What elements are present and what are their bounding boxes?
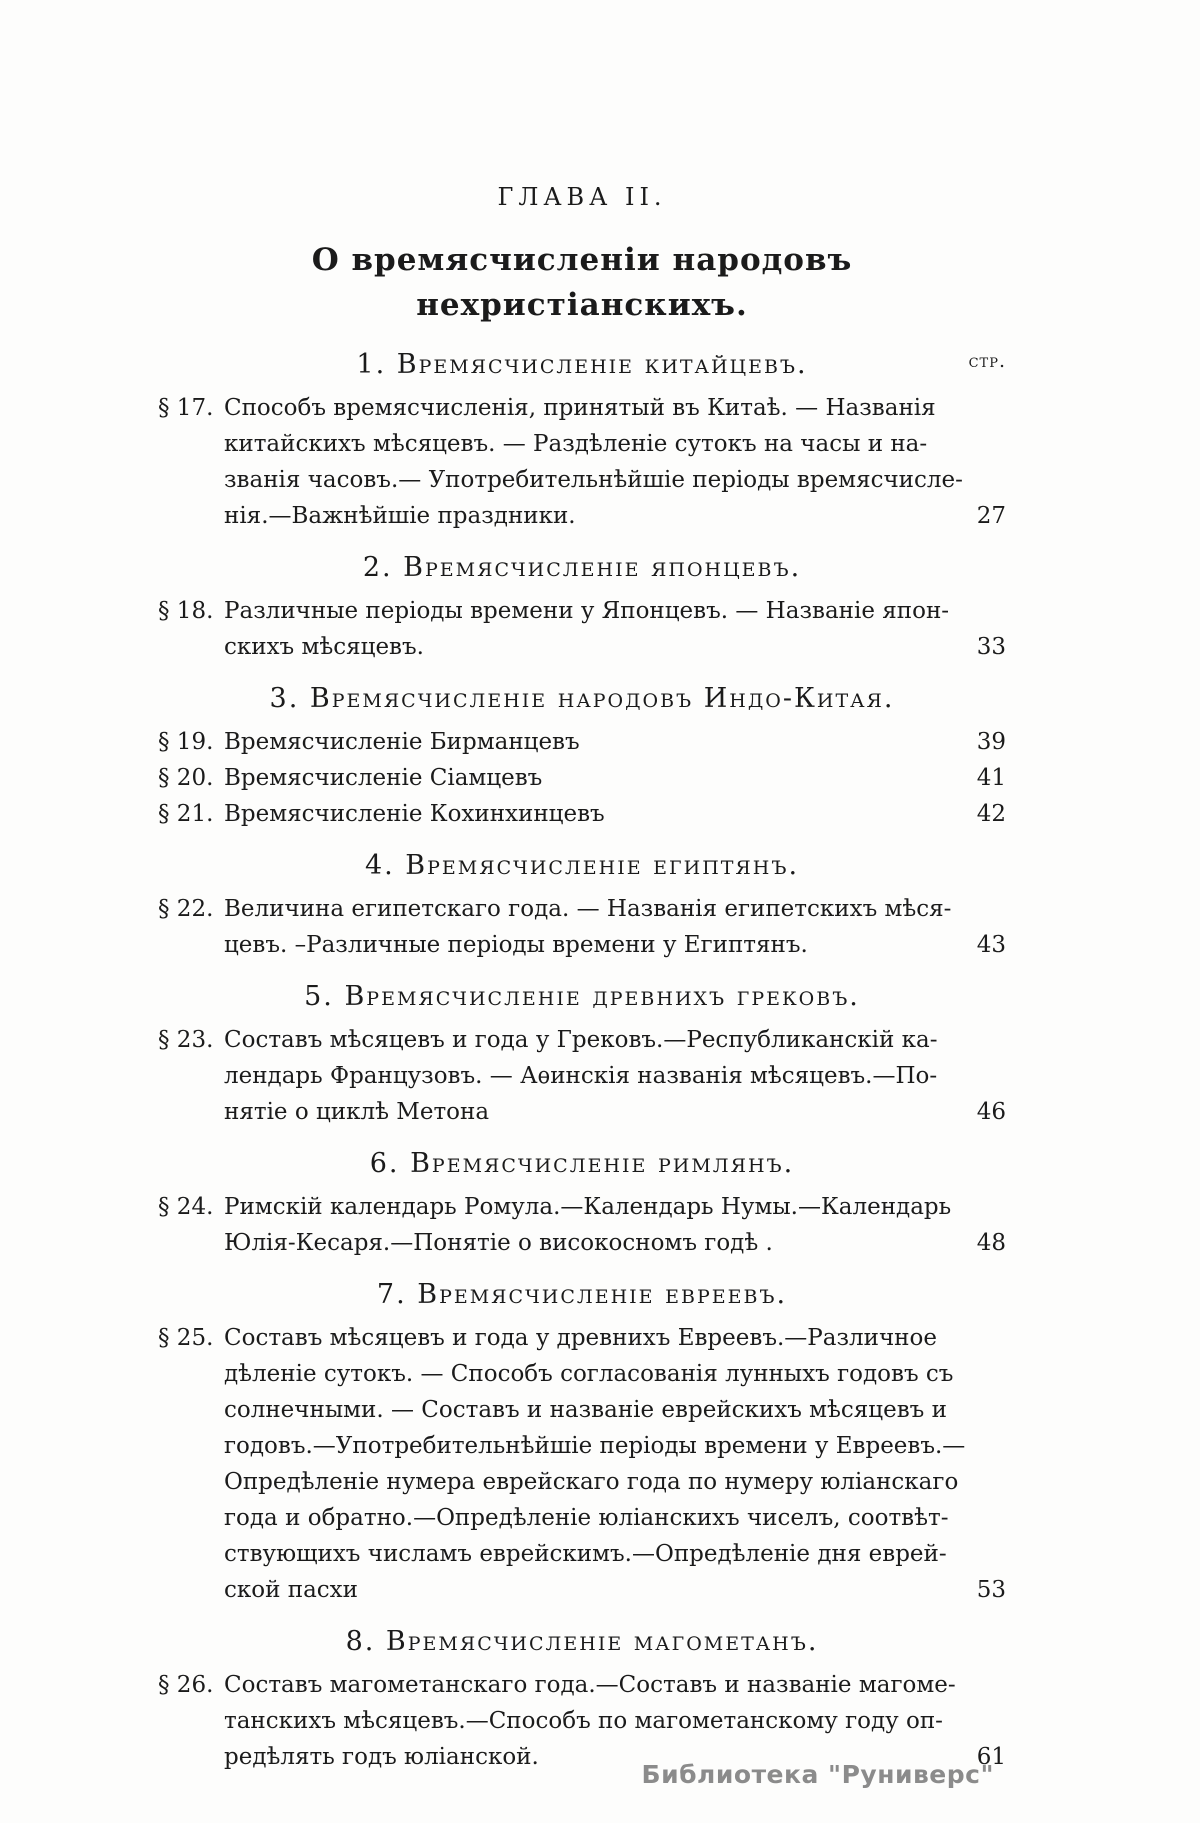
page-title-line-1: О времясчисленіи народовъ [311,242,853,278]
entry-text-line: званія часовъ.— Употребительнѣйшіе періоды времясчисле- [224,467,963,493]
entry-page-number: 48 [976,1230,1006,1256]
entry-text-line: Римскій календарь Ромула.—Календарь Нумы.—Календарь [224,1194,952,1220]
entry-text [224,796,956,832]
entry-text-line: Времясчисленіе Сіамцевъ [224,765,543,791]
entry-text-line: Времясчисленіе Кохинхинцевъ [224,801,605,827]
entry-text-line: Величина египетскаго года. — Названія египетскихъ мѣся- [224,896,952,922]
entry-text-line: Составъ мѣсяцевъ и года у древнихъ Евреевъ.—Различное [224,1325,937,1351]
toc-entry [158,593,1006,665]
entry-text [224,1667,956,1775]
entry-text-line: Составъ мѣсяцевъ и года у Грековъ.—Республиканскій ка- [224,1027,938,1053]
entry-text-line: Различные періоды времени у Японцевъ. — Названіе япон- [224,598,950,624]
section-heading: 3. Времясчисленіе народовъ Индо-Китая. [269,683,895,714]
entry-text-line: годовъ.—Употребительнѣйшіе періоды времени у Евреевъ.— [224,1433,966,1459]
section-heading: 7. Времясчисленіе евреевъ. [376,1279,788,1310]
toc-entry [158,724,1006,760]
chapter-label: ГЛАВА II. [497,183,667,211]
entry-label: § 23. [158,1027,214,1053]
entry-label: § 26. [158,1672,214,1698]
entry-label: § 21. [158,801,214,827]
entry-text [224,593,956,665]
entry-label: § 17. [158,395,214,421]
toc-entry [158,1022,1006,1130]
toc-entry [158,796,1006,832]
entry-text-line: Времясчисленіе Бирманцевъ [224,729,580,755]
entry-text-line: солнечными. — Составъ и названіе еврейскихъ мѣсяцевъ и [224,1397,947,1423]
page-title-line-2: нехристіанскихъ. [416,287,748,323]
entry-text-line: Способъ времясчисленія, принятый въ Китаѣ. — Названія [224,395,936,421]
toc [158,346,1006,1775]
section-heading: 8. Времясчисленіе магометанъ. [345,1626,819,1657]
entry-text-line: ствующихъ числамъ еврейскимъ.—Опредѣленіе дня еврей- [224,1541,947,1567]
entry-text-line: скихъ мѣсяцевъ. [224,634,424,660]
page-title [158,238,1006,328]
entry-label: § 22. [158,896,214,922]
entry-text [224,1022,956,1130]
section-heading: 6. Времясчисленіе римлянъ. [369,1148,795,1179]
entry-text-line: ской пасхи [224,1577,358,1603]
toc-entry [158,1667,1006,1775]
entry-text [224,724,956,760]
entry-label: § 20. [158,765,214,791]
toc-entry [158,1189,1006,1261]
toc-entry [158,891,1006,963]
entry-text-line: года и обратно.—Опредѣленіе юліанскихъ чиселъ, соотвѣт- [224,1505,949,1531]
toc-entry [158,760,1006,796]
entry-text-line: лендарь Французовъ. — Аѳинскія названія мѣсяцевъ.—По- [224,1063,938,1089]
entry-text-line: Составъ магометанскаго года.—Составъ и названіе магоме- [224,1672,956,1698]
entry-page-number: 61 [976,1744,1006,1770]
entry-text [224,760,956,796]
entry-page-number: 53 [976,1577,1006,1603]
entry-text [224,891,956,963]
entry-page-number: 27 [976,503,1006,529]
entry-text [224,1189,956,1261]
entry-page-number: 41 [976,765,1006,791]
toc-entry [158,390,1006,534]
section-heading: 2. Времясчисленіе японцевъ. [362,552,802,583]
page-column-header: стр. [968,350,1006,372]
entry-text-line: китайскихъ мѣсяцевъ. — Раздѣленіе сутокъ на часы и на- [224,431,928,457]
entry-text [224,1320,966,1608]
entry-page-number: 43 [976,932,1006,958]
entry-page-number: 33 [976,634,1006,660]
entry-text-line: редѣлять годъ юліанской. [224,1744,539,1770]
entry-text-line: цевъ. –Различные періоды времени у Египтянъ. [224,932,808,958]
entry-label: § 24. [158,1194,214,1220]
entry-text [224,390,963,534]
footer-watermark: Библиотека "Руниверс" [641,1760,994,1789]
entry-text-line: танскихъ мѣсяцевъ.—Способъ по магометанскому году оп- [224,1708,943,1734]
entry-text-line: нятіе о циклѣ Метона [224,1099,490,1125]
page-content [158,0,1006,1775]
section-heading: 1. Времясчисленіе китайцевъ. стр. [158,346,1006,383]
toc-entry [158,1320,1006,1608]
entry-page-number: 46 [976,1099,1006,1125]
entry-label: § 19. [158,729,214,755]
entry-label: § 18. [158,598,214,624]
entry-text-line: Опредѣленіе нумера еврейскаго года по нумеру юліанскаго [224,1469,959,1495]
entry-text-line: нія.—Важнѣйшіе праздники. [224,503,576,529]
section-heading: 4. Времясчисленіе египтянъ. [364,850,800,881]
entry-page-number: 39 [976,729,1006,755]
entry-page-number: 42 [976,801,1006,827]
entry-label: § 25. [158,1325,214,1351]
entry-text-line: дѣленіе сутокъ. — Способъ согласованія лунныхъ годовъ съ [224,1361,954,1387]
entry-text-line: Юлія-Кесаря.—Понятіе о високосномъ годѣ . [224,1230,773,1256]
section-heading: 5. Времясчисленіе древнихъ грековъ. [304,981,860,1012]
